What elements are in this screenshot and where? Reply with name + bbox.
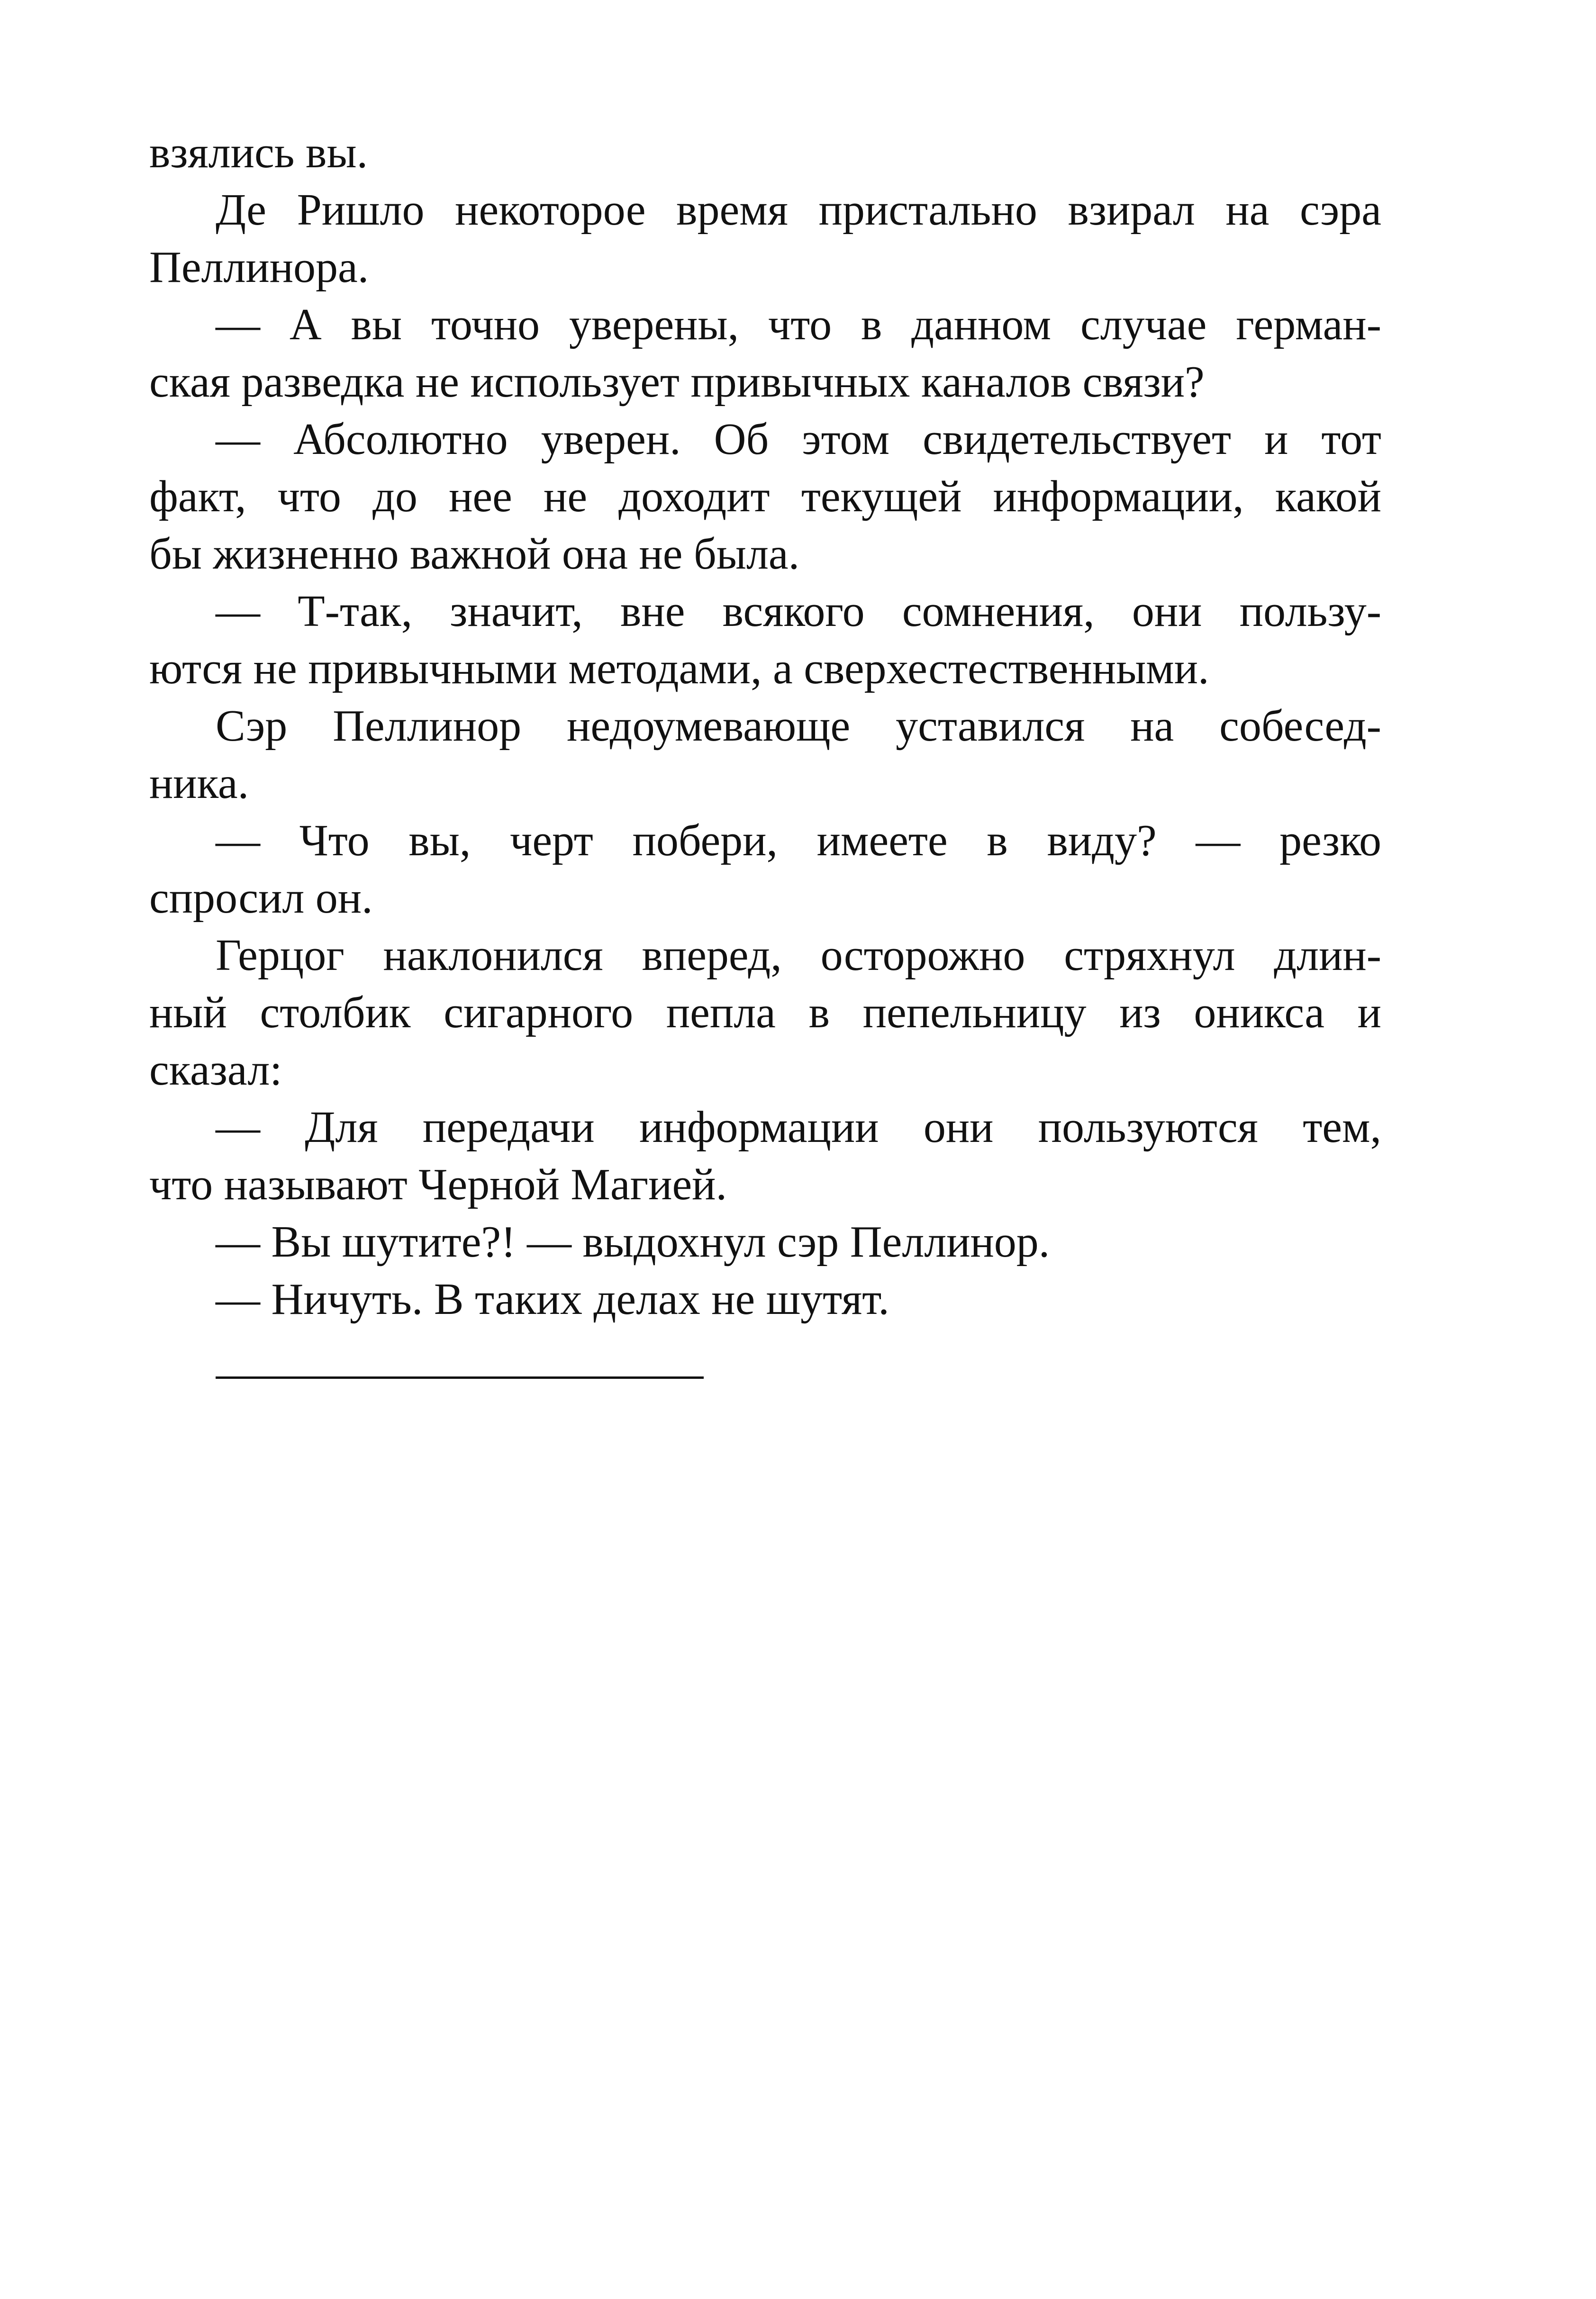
text-line: — Т-так, значит, вне всякого сомнения, они пользу- [216,587,1381,636]
text-line: спросил он. [149,873,373,923]
text-line: — А вы точно уверены, что в данном случае герман- [216,300,1381,349]
text-line: бы жизненно важной она не была. [149,529,800,579]
text-line: — Ничуть. В таких делах не шутят. [216,1275,889,1324]
text-line: взялись вы. [149,128,368,177]
text-line: — Абсолютно уверен. Об этом свидетельствует и тот [216,415,1381,464]
text-line: Сэр Пеллинор недоумевающе уставился на собесед- [216,701,1381,751]
text-line: — Для передачи информации они пользуются тем, [216,1103,1381,1152]
text-line: Герцог наклонился вперед, осторожно стряхнул длин- [216,931,1381,980]
text-line: сказал: [149,1045,282,1095]
text-line: Де Ришло некоторое время пристально взирал на сэра [216,185,1381,235]
section-separator-rule [216,1376,704,1379]
text-line: — Что вы, черт побери, имеете в виду? — резко [216,816,1381,865]
body-text [149,124,1381,1328]
text-line: что называют Черной Магией. [149,1160,727,1209]
text-line: ника. [149,759,249,808]
text-line: ный столбик сигарного пепла в пепельницу из оникса и [149,988,1381,1037]
text-line: Пеллинора. [149,243,369,292]
text-line: ются не привычными методами, а сверхестественными. [149,644,1209,693]
text-line: факт, что до нее не доходит текущей информации, какой [149,472,1381,521]
text-line: — Вы шутите?! — выдохнул сэр Пеллинор. [216,1217,1050,1267]
text-line: ская разведка не использует привычных каналов связи? [149,357,1205,407]
